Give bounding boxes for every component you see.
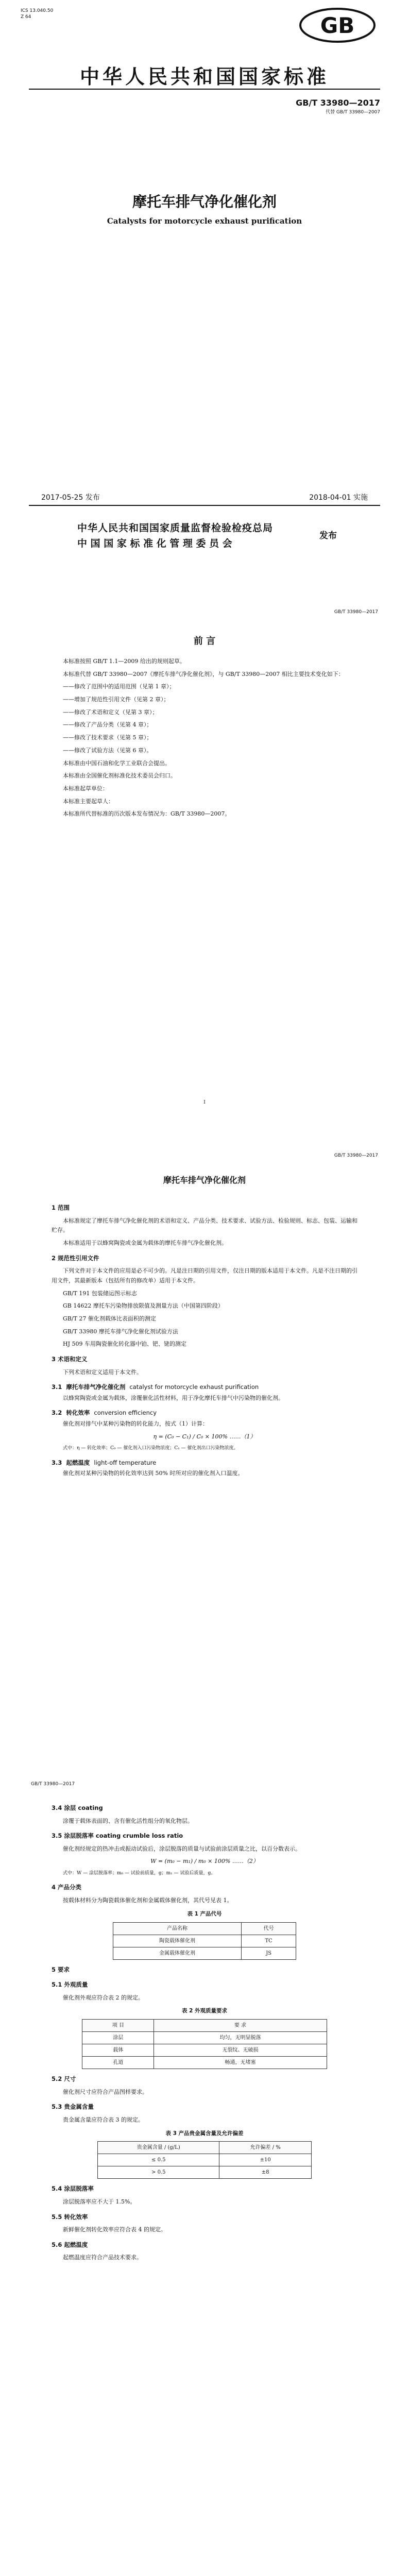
table-cell: > 0.5 <box>98 2166 219 2179</box>
national-standard-title: 中华人民共和国国家标准 <box>79 65 329 88</box>
issuer-line-2: 中 国 国 家 标 准 化 管 理 委 员 会 <box>77 538 232 549</box>
foreword-para: ——修改了范围中的适用范围（见第 1 章）； <box>63 683 175 690</box>
term-number: 3.1 <box>52 1383 62 1391</box>
body-para: 本标准适用于以蜂窝陶瓷或金属为载体的摩托车排气净化催化剂。 <box>63 1239 227 1246</box>
body-para: 涂覆于载体表面的、含有催化活性组分的氧化物层。 <box>63 1817 193 1824</box>
foreword-para: 本标准由中国石油和化学工业联合会提出。 <box>63 759 171 767</box>
foreword-para: 本标准按照 GB/T 1.1—2009 给出的规则起草。 <box>63 658 185 665</box>
foreword-para: ——修改了技术要求（见第 5 章）； <box>63 734 152 741</box>
cover-page <box>0 0 409 579</box>
foreword-para: ——修改了术语和定义（见第 3 章）； <box>63 708 158 716</box>
table-cell: 孔道 <box>82 2057 154 2069</box>
foreword-title: 前 言 <box>193 636 216 647</box>
foreword-para: 本标准由全国催化剂标准化技术委员会归口。 <box>63 772 176 779</box>
table-cell: 涂层 <box>82 2032 154 2044</box>
body-para: 按载体材料分为陶瓷载体催化剂和金属载体催化剂，其代号见表 1。 <box>63 1897 233 1904</box>
term-heading: 3.4 涂层 coating <box>52 1804 103 1811</box>
reference-item: GB/T 33980 摩托车排气净化催化剂试验方法 <box>63 1328 178 1335</box>
foreword-body <box>52 657 357 822</box>
subsection-heading: 5.6 起燃温度 <box>52 2241 88 2248</box>
foreword-para: ——增加了规范性引用文件（见第 2 章）； <box>63 696 169 703</box>
body-text <box>52 1198 357 1482</box>
table-cell: ±8 <box>219 2166 311 2179</box>
table-caption: 表 1 产品代号 <box>187 1910 222 1917</box>
term-en: conversion efficiency <box>94 1409 157 1417</box>
table-cell: ≤ 0.5 <box>98 2154 219 2166</box>
table-header: 允许偏差 / % <box>219 2142 311 2154</box>
body-para: 下列术语和定义适用于本文件。 <box>63 1368 142 1376</box>
foreword-para: 本标准主要起草人： <box>63 798 114 805</box>
page-header: GB/T 33980—2017 <box>334 1153 378 1158</box>
table-cell: ±10 <box>219 2154 311 2166</box>
replace-note: 代替 GB/T 33980—2007 <box>326 110 380 115</box>
term-number: 3.2 <box>52 1409 62 1417</box>
table-row <box>82 2044 327 2057</box>
ccs-code: Z 64 <box>21 14 31 20</box>
standard-title-cn: 摩托车排气净化催化剂 <box>132 193 277 210</box>
table-cell: 均匀，无明显脱落 <box>154 2032 327 2044</box>
product-code-table <box>113 1922 296 1960</box>
table-row <box>82 2057 327 2069</box>
foreword-para: ——修改了试验方法（见第 6 章）。 <box>63 747 152 754</box>
subsection-heading: 5.3 贵金属含量 <box>52 2103 94 2111</box>
issue-date: 2017-05-25 发布 <box>41 494 100 502</box>
body-page-1 <box>0 1149 409 1726</box>
term-en: catalyst for motorcycle exhaust purification <box>129 1383 259 1391</box>
subsection-heading: 5.2 尺寸 <box>52 2075 76 2083</box>
table-cell: TC <box>242 1935 296 1947</box>
subsection-heading: 5.1 外观质量 <box>52 1981 88 1989</box>
section-heading: 1 范围 <box>52 1204 70 1211</box>
body-text <box>52 1798 357 2266</box>
foreword-para: ——修改了产品分类（见第 4 章）； <box>63 721 152 728</box>
cover-top-rule <box>29 89 380 90</box>
table-header: 产品名称 <box>113 1922 241 1935</box>
table-header: 要 求 <box>154 2020 327 2032</box>
term-cn: 摩托车排气净化催化剂 <box>66 1383 126 1391</box>
formula-where: 式中：η — 转化效率；C₀ — 催化剂入口污染物浓度；C₁ — 催化剂出口污染物浓度。 <box>63 1446 238 1451</box>
table-cell: 陶瓷载体催化剂 <box>113 1935 241 1947</box>
body-page-2 <box>0 1777 409 2576</box>
formula: η = (C₀ − C₁) / C₀ × 100% ……（1） <box>153 1433 256 1440</box>
table-caption: 表 2 外观质量要求 <box>181 2008 228 2014</box>
body-title: 摩托车排气净化催化剂 <box>163 1175 246 1185</box>
subsection-heading: 5.5 转化效率 <box>52 2213 88 2221</box>
appearance-table <box>82 2019 327 2069</box>
body-para: 下列文件对于本文件的应用是必不可少的。凡是注日期的引用文件，仅注日期的版本适用于本文件。凡是不注日期的引用文件，其最新版本（包括所有的修改单）适用于本文件。 <box>52 1267 357 1284</box>
reference-item: GB/T 191 包装储运图示标志 <box>63 1290 137 1297</box>
implementation-date: 2018-04-01 实施 <box>309 494 368 502</box>
ics-code: ICS 13.040.50 <box>21 8 54 13</box>
reference-item: HJ 509 车用陶瓷催化转化器中铂、钯、铑的测定 <box>63 1341 186 1348</box>
term-definition: 催化剂对排气中某种污染物的转化能力，按式（1）计算： <box>63 1420 208 1427</box>
table-cell: 金属载体催化剂 <box>113 1947 241 1959</box>
body-para: 新鲜催化剂转化效率应符合表 4 的规定。 <box>63 2226 166 2233</box>
reference-item: GB 14622 摩托车污染物排放限值及测量方法（中国第四阶段） <box>63 1302 224 1310</box>
body-para: 催化剂尺寸应符合产品图样要求。 <box>63 2088 148 2095</box>
table-row <box>82 2032 327 2044</box>
foreword-para: 本标准代替 GB/T 33980—2007《摩托车排气净化催化剂》，与 GB/T 33980—2007 相比主要技术变化如下： <box>63 670 344 677</box>
formula-where: 式中：W — 涂层脱落率；m₀ — 试验前质量，g；m₁ — 试验后质量，g。 <box>63 1871 216 1876</box>
term-entry <box>52 1408 357 1452</box>
table-row <box>113 1947 296 1959</box>
term-entry <box>52 1382 357 1403</box>
table-caption: 表 3 产品贵金属含量及允许偏差 <box>165 2130 244 2137</box>
body-para: 本标准规定了摩托车排气净化催化剂的术语和定义、产品分类、技术要求、试验方法、检验规则、标志、包装、运输和贮存。 <box>52 1217 357 1234</box>
issuer-line-1: 中华人民共和国国家质量监督检验检疫总局 <box>77 522 274 534</box>
section-heading: 2 规范性引用文件 <box>52 1254 99 1262</box>
table-cell: 载体 <box>82 2044 154 2057</box>
table-row <box>113 1935 296 1947</box>
term-heading: 3.5 涂层脱落率 coating crumble loss ratio <box>52 1832 183 1840</box>
body-para: 涂层脱落率应不大于 1.5%。 <box>63 2198 136 2206</box>
term-cn: 转化效率 <box>66 1409 90 1417</box>
body-para: 贵金属含量应符合表 3 的规定。 <box>63 2116 144 2123</box>
table-header: 项 目 <box>82 2020 154 2032</box>
table-cell: 无裂纹、无破损 <box>154 2044 327 2057</box>
subsection-heading: 5.4 涂层脱落率 <box>52 2185 94 2193</box>
table-header: 贵金属含量 / (g/L) <box>98 2142 219 2154</box>
page-header: GB/T 33980—2017 <box>334 609 378 615</box>
page-header: GB/T 33980—2017 <box>31 1782 75 1787</box>
table-row <box>98 2166 312 2179</box>
precious-metal-table <box>97 2141 312 2179</box>
gb-logo <box>299 7 376 43</box>
table-row <box>98 2154 312 2166</box>
term-definition: 以蜂窝陶瓷或金属为载体，涂覆催化活性材料，用于净化摩托车排气中污染物的催化剂。 <box>63 1394 284 1401</box>
section-heading: 3 术语和定义 <box>52 1355 88 1363</box>
body-para: 起燃温度应符合产品技术要求。 <box>63 2254 142 2261</box>
table-header: 代号 <box>242 1922 296 1935</box>
term-entry <box>52 1458 357 1479</box>
section-heading: 5 要求 <box>52 1965 70 1973</box>
formula: W = (m₀ − m₁) / m₀ × 100% ……（2） <box>150 1858 259 1865</box>
table-cell: 畅通，无堵塞 <box>154 2057 327 2069</box>
reference-item: GB/T 27 催化剂载体比表面积的测定 <box>63 1315 156 1322</box>
section-heading: 4 产品分类 <box>52 1884 82 1891</box>
std-number: GB/T 33980—2017 <box>296 98 380 108</box>
cover-bottom-rule <box>29 505 380 506</box>
body-para: 催化剂经规定的热冲击或振动试验后，涂层脱落的质量与试验前涂层质量之比，以百分数表示。 <box>63 1845 301 1852</box>
svg-text:GB: GB <box>320 13 355 38</box>
foreword-page <box>0 605 409 1121</box>
term-number: 3.3 <box>52 1459 62 1466</box>
term-en: light-off temperature <box>94 1459 157 1466</box>
standard-title-en: Catalysts for motorcycle exhaust purification <box>107 216 302 226</box>
page-number: I <box>203 1100 206 1105</box>
table-cell: JS <box>242 1947 296 1959</box>
term-definition: 催化剂对某种污染物的转化效率达到 50% 时所对应的催化剂入口温度。 <box>63 1470 244 1477</box>
issuer-suffix: 发布 <box>319 531 337 541</box>
term-cn: 起燃温度 <box>66 1459 90 1466</box>
foreword-para: 本标准起草单位： <box>63 785 108 792</box>
body-para: 催化剂外观应符合表 2 的规定。 <box>63 1994 144 2001</box>
foreword-para: 本标准所代替标准的历次版本发布情况为：GB/T 33980—2007。 <box>63 810 231 818</box>
